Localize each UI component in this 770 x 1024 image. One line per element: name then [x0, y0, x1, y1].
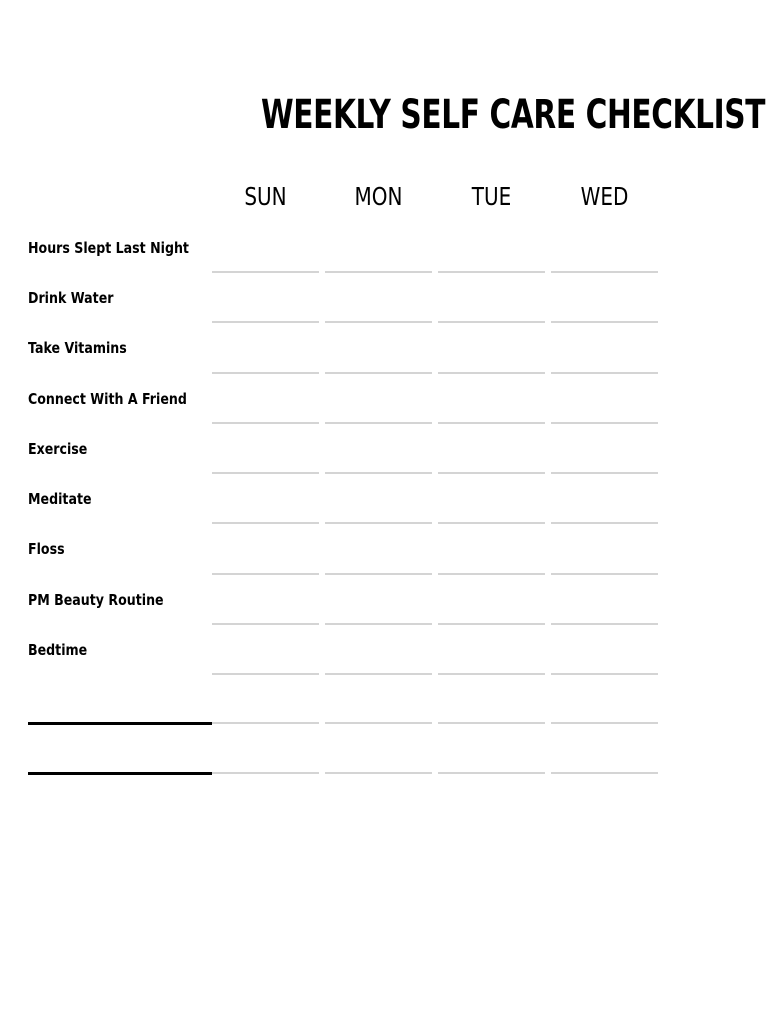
entry-line-mon[interactable] [325, 372, 432, 374]
entry-line-tue[interactable] [438, 573, 545, 575]
entry-line-mon[interactable] [325, 722, 432, 724]
row-label-pm-beauty-routine: PM Beauty Routine [28, 591, 164, 609]
row-label-bedtime: Bedtime [28, 641, 88, 659]
entry-line-wed[interactable] [551, 271, 658, 273]
entry-line-mon[interactable] [325, 772, 432, 774]
entry-line-sun[interactable] [212, 623, 319, 625]
blank-row-label-line[interactable] [28, 722, 212, 725]
entry-line-wed[interactable] [551, 522, 658, 524]
row-label-drink-water: Drink Water [28, 289, 114, 307]
entry-line-sun[interactable] [212, 271, 319, 273]
entry-line-sun[interactable] [212, 772, 319, 774]
entry-line-mon[interactable] [325, 673, 432, 675]
row-label-exercise: Exercise [28, 440, 88, 458]
entry-line-tue[interactable] [438, 772, 545, 774]
entry-line-wed[interactable] [551, 422, 658, 424]
entry-line-tue[interactable] [438, 673, 545, 675]
entry-line-sun[interactable] [212, 321, 319, 323]
entry-line-tue[interactable] [438, 722, 545, 724]
entry-line-mon[interactable] [325, 623, 432, 625]
entry-line-tue[interactable] [438, 321, 545, 323]
entry-line-tue[interactable] [438, 372, 545, 374]
row-label-floss: Floss [28, 540, 65, 558]
entry-line-wed[interactable] [551, 772, 658, 774]
day-header-wed: WED [580, 182, 629, 211]
blank-row-label-line[interactable] [28, 772, 212, 775]
day-header-tue: TUE [471, 182, 512, 211]
entry-line-wed[interactable] [551, 623, 658, 625]
entry-line-sun[interactable] [212, 472, 319, 474]
entry-line-sun[interactable] [212, 522, 319, 524]
entry-line-mon[interactable] [325, 321, 432, 323]
entry-line-tue[interactable] [438, 472, 545, 474]
entry-line-wed[interactable] [551, 673, 658, 675]
entry-line-wed[interactable] [551, 472, 658, 474]
entry-line-sun[interactable] [212, 422, 319, 424]
entry-line-tue[interactable] [438, 623, 545, 625]
entry-line-mon[interactable] [325, 422, 432, 424]
row-label-meditate: Meditate [28, 490, 92, 508]
entry-line-sun[interactable] [212, 573, 319, 575]
entry-line-mon[interactable] [325, 472, 432, 474]
day-header-sun: SUN [244, 182, 287, 211]
entry-line-sun[interactable] [212, 722, 319, 724]
entry-line-sun[interactable] [212, 372, 319, 374]
row-label-connect-friend: Connect With A Friend [28, 390, 187, 408]
page-title: WEEKLY SELF CARE CHECKLIST [261, 92, 766, 138]
title-clip [0, 88, 766, 148]
entry-line-tue[interactable] [438, 271, 545, 273]
day-header-mon: MON [354, 182, 403, 211]
entry-line-sun[interactable] [212, 673, 319, 675]
entry-line-tue[interactable] [438, 522, 545, 524]
row-label-take-vitamins: Take Vitamins [28, 339, 127, 357]
entry-line-mon[interactable] [325, 522, 432, 524]
entry-line-mon[interactable] [325, 573, 432, 575]
entry-line-mon[interactable] [325, 271, 432, 273]
entry-line-wed[interactable] [551, 722, 658, 724]
row-label-hours-slept: Hours Slept Last Night [28, 239, 189, 257]
entry-line-wed[interactable] [551, 321, 658, 323]
entry-line-wed[interactable] [551, 573, 658, 575]
entry-line-tue[interactable] [438, 422, 545, 424]
entry-line-wed[interactable] [551, 372, 658, 374]
